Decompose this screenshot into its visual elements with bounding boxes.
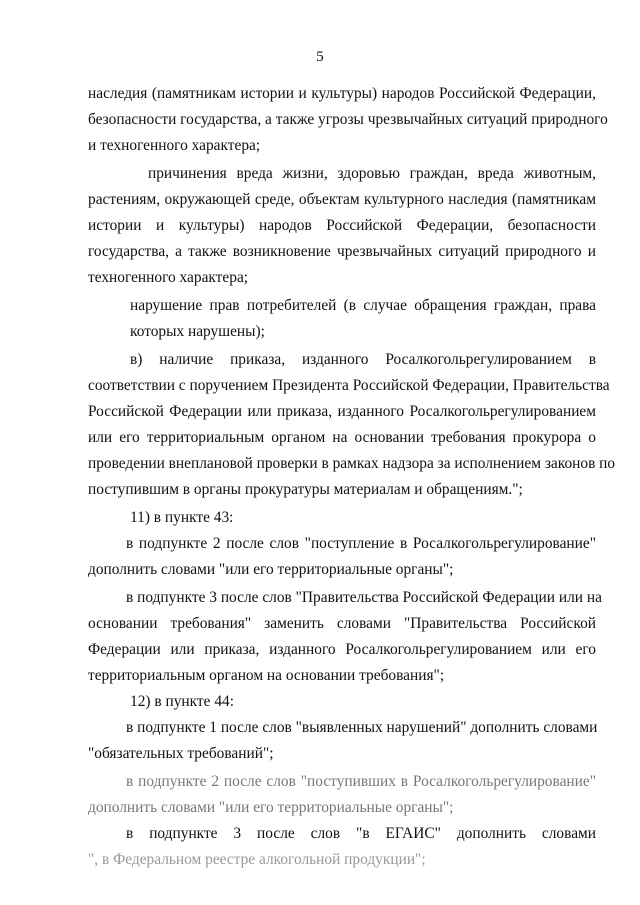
text-line: дополнить словами "или его территориальные органы"; — [88, 561, 454, 578]
text-line: дополнить словами "или его территориальные органы"; — [88, 799, 454, 816]
text-line: основании требования" заменить словами "Правительства Российской — [88, 615, 596, 632]
page-number: 5 — [316, 49, 324, 65]
text-line: и техногенного характера; — [88, 137, 261, 154]
text-line: проведении внеплановой проверки в рамках надзора за исполнением законов по — [88, 455, 616, 472]
text-line: наследия (памятникам истории и культуры) народов Российской Федерации, — [88, 85, 596, 102]
text-line: "обязательных требований"; — [88, 745, 274, 762]
text-line: которых нарушены); — [130, 323, 265, 340]
text-line: 11) в пункте 43: — [130, 509, 234, 526]
text-line: в подпункте 1 после слов "выявленных нарушений" дополнить словами — [126, 719, 598, 736]
text-line: ", в Федеральном реестре алкогольной продукции"; — [88, 851, 426, 868]
text-line: государства, а также возникновение чрезвычайных ситуаций природного и — [88, 243, 596, 260]
text-line: в подпункте 2 после слов "поступивших в Росалкогольрегулирование" — [126, 773, 596, 790]
text-line: или его территориальным органом на основании требования прокурора о — [88, 429, 596, 446]
text-line: Российской Федерации или приказа, изданного Росалкогольрегулированием — [88, 403, 596, 420]
text-line: 12) в пункте 44: — [130, 693, 234, 710]
text-line: истории и культуры) народов Российской Федерации, безопасности — [88, 217, 596, 234]
text-line: нарушение прав потребителей (в случае обращения граждан, права — [130, 297, 596, 314]
text-line: поступившим в органы прокуратуры материалам и обращениям."; — [88, 481, 523, 498]
text-line: в подпункте 2 после слов "поступление в Росалкогольрегулирование" — [126, 535, 596, 552]
text-line: Федерации или приказа, изданного Росалкогольрегулированием или его — [88, 641, 596, 658]
text-line: безопасности государства, а также угрозы чрезвычайных ситуаций природного — [88, 111, 608, 128]
text-line: в подпункте 3 после слов "Правительства Российской Федерации или на — [126, 589, 602, 606]
text-line: причинения вреда жизни, здоровью граждан, вреда животным, — [148, 165, 596, 182]
text-line: растениям, окружающей среде, объектам культурного наследия (памятникам — [88, 191, 596, 208]
text-line: техногенного характера; — [88, 269, 249, 286]
text-line: территориальным органом на основании требования"; — [88, 667, 445, 684]
text-line: в) наличие приказа, изданного Росалкогольрегулированием в — [130, 351, 596, 368]
text-line: в подпункте 3 после слов "в ЕГАИС" дополнить словами — [126, 825, 596, 842]
text-line: соответствии с поручением Президента Российской Федерации, Правительства — [88, 377, 610, 394]
